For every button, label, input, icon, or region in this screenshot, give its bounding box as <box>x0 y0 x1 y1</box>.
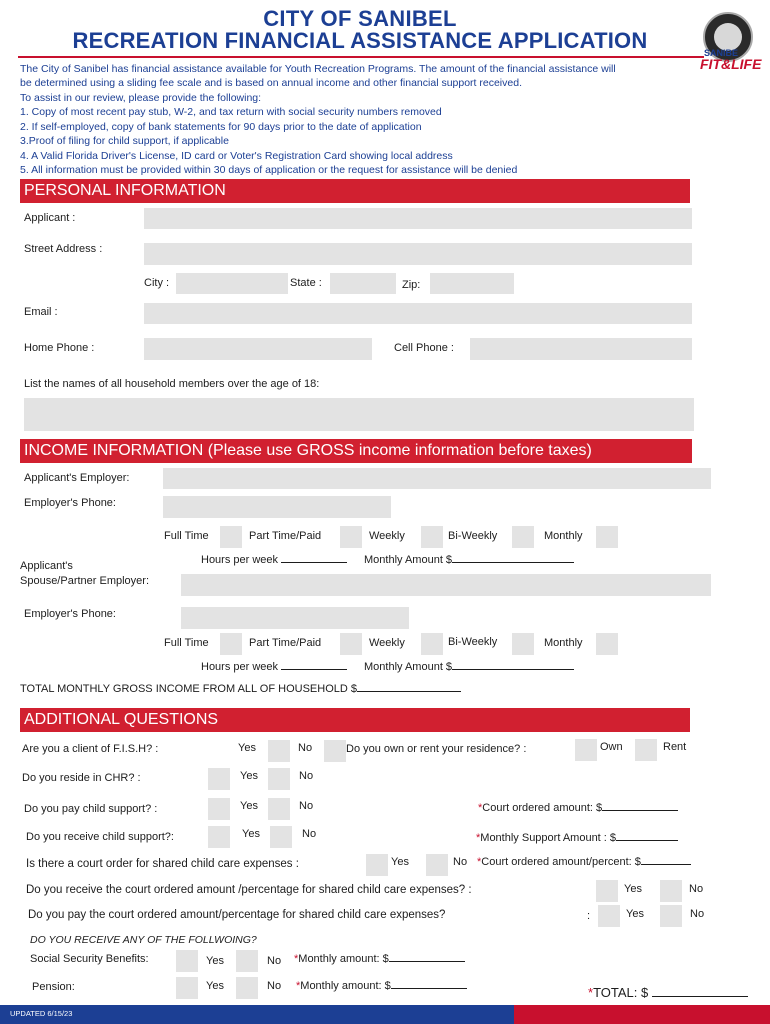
street-address-field[interactable] <box>144 243 692 265</box>
applicant-label: Applicant : <box>24 212 76 224</box>
fish-question: Are you a client of F.I.S.H? : <box>22 743 159 755</box>
zip-label: Zip: <box>402 279 421 291</box>
pay-court-no-label: No <box>690 908 705 920</box>
household-members-label: List the names of all household members over the age of 18: <box>24 378 320 390</box>
spouse-bi-weekly-checkbox[interactable] <box>512 633 534 655</box>
intro-line-4: 1. Copy of most recent pay stub, W-2, and tax return with social security numbers removed <box>20 106 442 118</box>
court-ordered-amount-label: *Court ordered amount: $ <box>478 802 678 814</box>
household-members-field[interactable] <box>24 398 694 431</box>
receive-cs-yes-label: Yes <box>242 828 260 840</box>
bi-weekly-label: Bi-Weekly <box>448 530 498 542</box>
court-order-no-checkbox[interactable] <box>426 854 448 876</box>
logo-text-top: SANIBE <box>704 48 739 58</box>
form-title: CITY OF SANIBEL <box>263 6 457 31</box>
total-income-label <box>20 683 461 695</box>
receive-court-yes-label: Yes <box>624 883 642 895</box>
bi-weekly-checkbox[interactable] <box>512 526 534 548</box>
spouse-employer-field[interactable] <box>181 574 711 596</box>
state-field[interactable] <box>330 273 396 294</box>
pension-no-label: No <box>267 980 282 992</box>
court-percent-blank[interactable] <box>641 864 691 865</box>
state-label: State : <box>290 277 322 289</box>
spouse-monthly-amount-text: Monthly Amount $ <box>364 661 453 673</box>
spouse-employer-phone-field[interactable] <box>181 607 409 629</box>
receive-court-yes-checkbox[interactable] <box>596 880 618 902</box>
receive-following-heading: DO YOU RECEIVE ANY OF THE FOLLWOING? <box>30 934 257 946</box>
intro-line-7: 4. A Valid Florida Driver's License, ID card or Voter's Registration Card showing local address <box>20 150 453 162</box>
additional-questions-heading: ADDITIONAL QUESTIONS <box>20 708 690 732</box>
ssb-yes-checkbox[interactable] <box>176 950 198 972</box>
hours-per-week-label <box>201 554 347 566</box>
spouse-hours-blank[interactable] <box>281 669 347 670</box>
court-percent-label: *Court ordered amount/percent: $ <box>477 856 691 868</box>
weekly-checkbox[interactable] <box>421 526 443 548</box>
spouse-employer-phone-label: Employer's Phone: <box>24 608 116 620</box>
street-address-label: Street Address : <box>24 243 103 255</box>
pension-no-checkbox[interactable] <box>236 977 258 999</box>
weekly-label: Weekly <box>369 530 405 542</box>
pension-monthly-amount-blank[interactable] <box>391 988 467 989</box>
receive-child-support-question: Do you receive child support?: <box>26 831 174 843</box>
spouse-bi-weekly-label: Bi-Weekly <box>448 636 498 648</box>
employer-phone-label: Employer's Phone: <box>24 497 116 509</box>
total-amount-label: *TOTAL: $ <box>588 985 748 1000</box>
footer-red-band <box>514 1005 770 1024</box>
total-amount-text: TOTAL: $ <box>593 985 649 1000</box>
home-phone-label: Home Phone : <box>24 342 95 354</box>
pay-court-yes-checkbox[interactable] <box>598 905 620 927</box>
chr-no-label: No <box>299 770 314 782</box>
court-percent-text: Court ordered amount/percent: $ <box>481 856 641 868</box>
income-info-heading: INCOME INFORMATION (Please use GROSS income information before taxes) <box>20 439 692 463</box>
total-amount-blank[interactable] <box>652 996 748 997</box>
receive-cs-no-label: No <box>302 828 317 840</box>
own-label: Own <box>600 741 623 753</box>
fit-life-logo: FIT&LIFE <box>700 56 762 72</box>
ssb-monthly-amount-blank[interactable] <box>389 961 465 962</box>
receive-court-amount-question: Do you receive the court ordered amount /percentage for shared child care expenses? : <box>26 884 472 896</box>
ssb-no-checkbox[interactable] <box>236 950 258 972</box>
full-time-checkbox[interactable] <box>220 526 242 548</box>
pay-court-yes-label: Yes <box>626 908 644 920</box>
ssb-monthly-amount-text: Monthly amount: $ <box>298 953 389 965</box>
intro-line-6: 3.Proof of filing for child support, if applicable <box>20 135 229 147</box>
spouse-full-time-label: Full Time <box>164 637 209 649</box>
applicant-field[interactable] <box>144 208 692 229</box>
spouse-label-line2: Spouse/Partner Employer: <box>20 575 150 587</box>
ssb-monthly-amount-label: *Monthly amount: $ <box>294 953 465 965</box>
monthly-amount-label <box>364 554 574 566</box>
receive-cs-yes-checkbox[interactable] <box>208 826 230 848</box>
own-checkbox[interactable] <box>635 739 657 761</box>
intro-line-1: The City of Sanibel has financial assistance available for Youth Recreation Programs. The amount of the financial assistance will <box>20 63 616 75</box>
fish-yes-checkbox[interactable] <box>268 740 290 762</box>
fish-yes-label: Yes <box>238 742 256 754</box>
spouse-part-time-checkbox[interactable] <box>340 633 362 655</box>
spouse-hours-text: Hours per week <box>201 661 279 673</box>
form-subtitle: RECREATION FINANCIAL ASSISTANCE APPLICATION <box>72 28 648 53</box>
spouse-monthly-amount-label <box>364 661 574 673</box>
spouse-monthly-checkbox[interactable] <box>596 633 618 655</box>
pension-monthly-amount-text: Monthly amount: $ <box>300 980 391 992</box>
receive-court-no-label: No <box>689 883 704 895</box>
pay-court-amount-question: Do you pay the court ordered amount/percentage for shared child care expenses? <box>28 909 446 921</box>
ssb-yes-label: Yes <box>206 955 224 967</box>
part-time-checkbox[interactable] <box>340 526 362 548</box>
pay-child-support-question: Do you pay child support? : <box>24 803 158 815</box>
email-label: Email : <box>24 306 58 318</box>
ssb-no-label: No <box>267 955 282 967</box>
rent-label: Rent <box>663 741 687 753</box>
monthly-support-amount-text: Monthly Support Amount : $ <box>480 832 617 844</box>
monthly-label: Monthly <box>544 530 583 542</box>
intro-line-5: 2. If self-employed, copy of bank statements for 90 days prior to the date of application <box>20 121 422 133</box>
own-checkbox-left[interactable] <box>575 739 597 761</box>
court-order-yes-label: Yes <box>391 856 409 868</box>
full-time-label: Full Time <box>164 530 209 542</box>
monthly-amount-blank[interactable] <box>452 562 574 563</box>
city-label: City : <box>144 277 170 289</box>
spouse-weekly-checkbox[interactable] <box>421 633 443 655</box>
monthly-support-amount-blank[interactable] <box>616 840 678 841</box>
spouse-monthly-label: Monthly <box>544 637 583 649</box>
chr-no-checkbox[interactable] <box>268 768 290 790</box>
court-ordered-amount-blank[interactable] <box>602 810 678 811</box>
spouse-label-line1: Applicant's <box>20 560 73 572</box>
pension-monthly-amount-label: *Monthly amount: $ <box>296 980 467 992</box>
own-rent-question: Do you own or rent your residence? : <box>346 743 527 755</box>
employer-phone-field[interactable] <box>163 496 391 518</box>
monthly-support-amount-label: *Monthly Support Amount : $ <box>476 832 678 844</box>
ssb-label: Social Security Benefits: <box>30 953 149 965</box>
spouse-weekly-label: Weekly <box>369 637 405 649</box>
pension-yes-label: Yes <box>206 980 224 992</box>
pension-label: Pension: <box>32 981 75 993</box>
court-order-yes-checkbox[interactable] <box>366 854 388 876</box>
city-field[interactable] <box>176 273 288 294</box>
pay-cs-no-checkbox[interactable] <box>268 798 290 820</box>
home-phone-field[interactable] <box>144 338 372 360</box>
spouse-part-time-label: Part Time/Paid <box>249 637 322 649</box>
pension-yes-checkbox[interactable] <box>176 977 198 999</box>
personal-info-heading: PERSONAL INFORMATION <box>20 179 690 203</box>
spouse-hours-label <box>201 661 347 673</box>
spouse-full-time-checkbox[interactable] <box>220 633 242 655</box>
court-order-no-label: No <box>453 856 468 868</box>
fish-no-label: No <box>298 742 313 754</box>
receive-court-no-checkbox[interactable] <box>660 880 682 902</box>
court-order-question: Is there a court order for shared child care expenses : <box>26 858 299 870</box>
zip-field[interactable] <box>430 273 514 294</box>
total-income-text: TOTAL MONTHLY GROSS INCOME FROM ALL OF HOUSEHOLD $ <box>20 683 357 695</box>
employer-label: Applicant's Employer: <box>24 472 130 484</box>
pay-cs-no-label: No <box>299 800 314 812</box>
title-divider <box>18 56 704 58</box>
intro-line-2: be determined using a sliding fee scale and is based on annual income and other financial support received. <box>20 77 522 89</box>
intro-line-8: 5. All information must be provided within 30 days of application or the request for assistance will be denied <box>20 164 518 176</box>
spouse-monthly-amount-blank[interactable] <box>452 669 574 670</box>
cell-phone-field[interactable] <box>470 338 692 360</box>
court-ordered-amount-text: Court ordered amount: $ <box>482 802 603 814</box>
employer-field[interactable] <box>163 468 711 489</box>
email-field[interactable] <box>144 303 692 324</box>
part-time-label: Part Time/Paid <box>249 530 322 542</box>
hours-per-week-blank[interactable] <box>281 562 347 563</box>
pay-court-colon: : <box>587 910 591 922</box>
pay-court-no-checkbox[interactable] <box>660 905 682 927</box>
monthly-amount-text: Monthly Amount $ <box>364 554 453 566</box>
receive-cs-no-checkbox[interactable] <box>270 826 292 848</box>
hours-per-week-text: Hours per week <box>201 554 279 566</box>
fish-no-checkbox[interactable] <box>324 740 346 762</box>
chr-question: Do you reside in CHR? : <box>22 772 141 784</box>
updated-date: UPDATED 6/15/23 <box>10 1009 73 1018</box>
pay-cs-yes-checkbox[interactable] <box>208 798 230 820</box>
chr-yes-label: Yes <box>240 770 258 782</box>
chr-yes-checkbox[interactable] <box>208 768 230 790</box>
total-income-blank[interactable] <box>357 691 461 692</box>
monthly-checkbox[interactable] <box>596 526 618 548</box>
intro-line-3: To assist in our review, please provide the following: <box>20 92 262 104</box>
cell-phone-label: Cell Phone : <box>394 342 454 354</box>
pay-cs-yes-label: Yes <box>240 800 258 812</box>
